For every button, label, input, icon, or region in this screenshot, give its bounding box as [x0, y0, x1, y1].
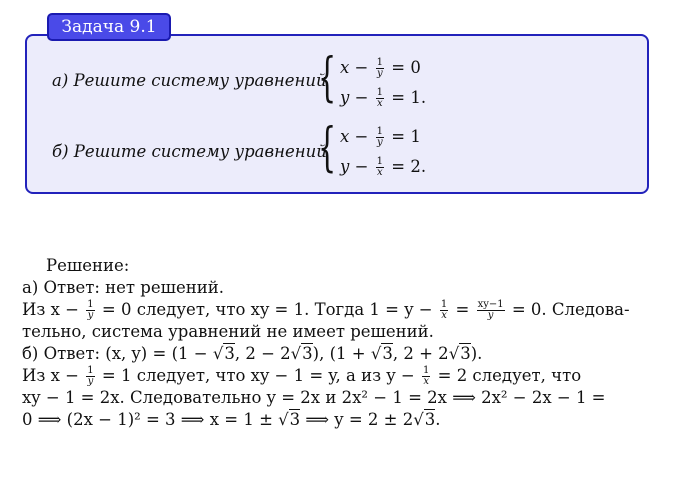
a-equation-1: x − $\frac{1}{y}$ = 0: [340, 57, 421, 79]
solution-a-line-2: тельно, система уравнений не имеет решений.: [22, 322, 434, 341]
solution: [22, 255, 662, 431]
task-title: Задача 9.1: [47, 13, 171, 41]
answer-b: б) Ответ: (x, y) = (1 − √3, 2 − 2√3), (1 + √3, 2 + 2√3).: [22, 344, 483, 363]
solution-b-line-3: 0 ⟹ (2x − 1)² = 3 ⟹ x = 1 ± √3 ⟹ y = 2 ± 2√3.: [22, 410, 441, 429]
brace-b: {: [318, 118, 337, 178]
answer-a: а) Ответ: нет решений.: [22, 278, 224, 297]
solution-b-line-2: xy − 1 = 2x. Следовательно y = 2x и 2x² − 1 = 2x ⟹ 2x² − 2x − 1 =: [22, 388, 606, 407]
task-box: [25, 34, 649, 194]
brace-a: {: [318, 48, 337, 108]
b-equation-1: x − $\frac{1}{y}$ = 1: [340, 126, 421, 148]
part-a-label: а) Решите систему уравнений: [52, 71, 327, 90]
part-b-label: б) Решите систему уравнений: [52, 142, 327, 161]
a-equation-2: y − $\frac{1}{x}$ = 1.: [340, 87, 427, 109]
b-equation-2: y − $\frac{1}{x}$ = 2.: [340, 156, 427, 178]
solution-a-line-1: Из x − $\frac{1}{y}$ = 0 следует, что xy = 1. Тогда 1 = y − $\frac{1}{x}$ = $\frac{xy-1}{y}$ = 0. Следова-: [22, 299, 630, 321]
solution-b-line-1: Из x − $\frac{1}{y}$ = 1 следует, что xy − 1 = y, а из y − $\frac{1}{x}$ = 2 следует, что: [22, 365, 582, 387]
solution-heading: Решение:: [46, 256, 130, 275]
